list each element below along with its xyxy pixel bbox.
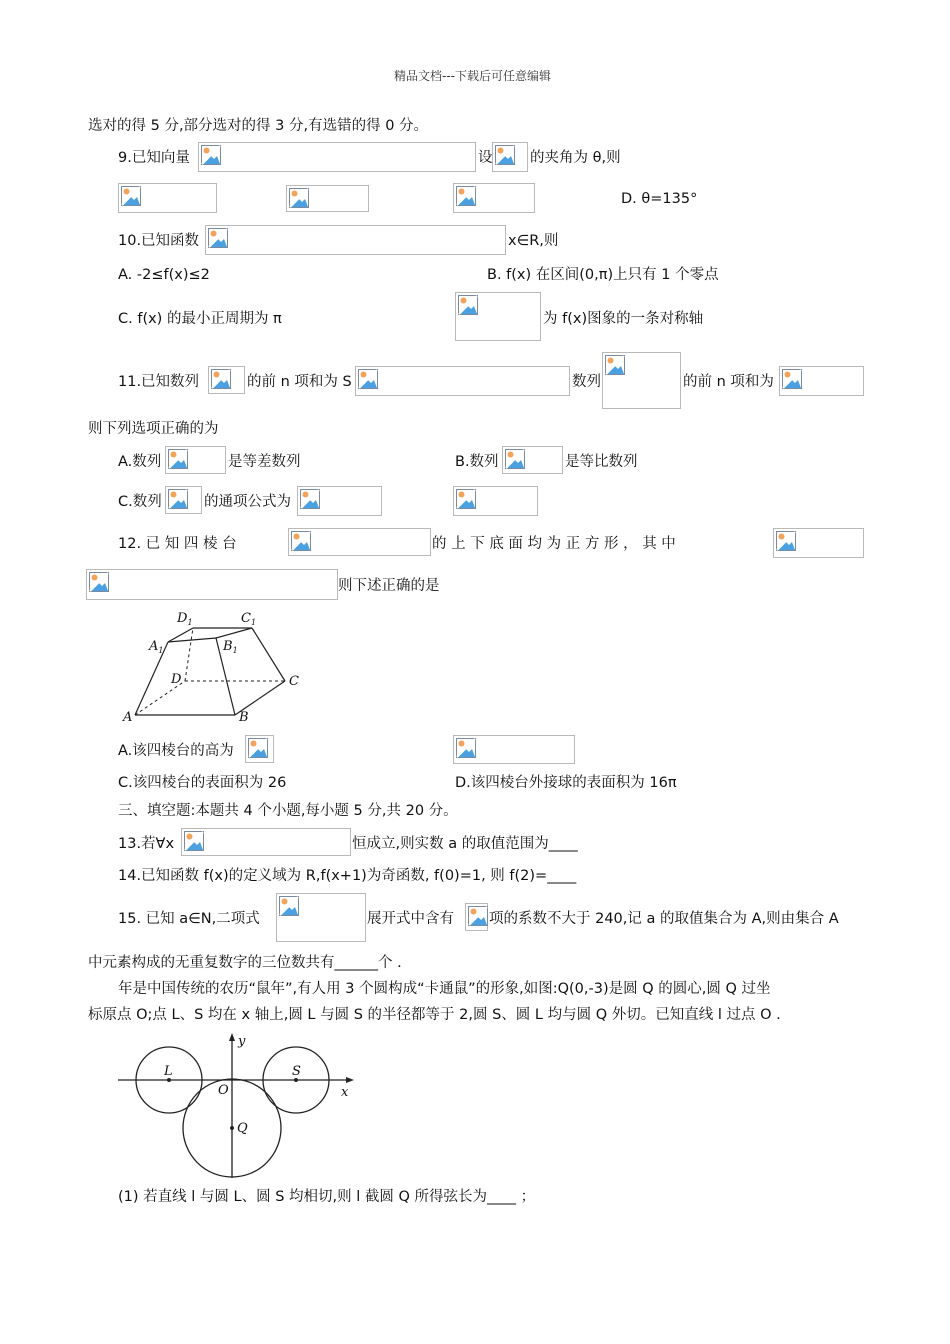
label-c1: $C_1$ — [241, 611, 257, 627]
edge-d-d1-hidden — [185, 628, 193, 681]
y-axis-arrow-icon — [229, 1033, 235, 1041]
q12-condition-image-2 — [86, 569, 338, 600]
frustum-figure — [115, 605, 320, 730]
q11-sum-t-image — [779, 366, 864, 396]
broken-image-icon — [458, 295, 478, 315]
broken-image-icon — [208, 228, 228, 248]
q11-sequence-image — [208, 366, 245, 394]
q12-stem-pre: 12. 已 知 四 棱 台 — [118, 536, 237, 552]
broken-image-icon — [468, 906, 488, 926]
q11-option-c-seq-image — [165, 486, 202, 514]
label-d: D — [171, 672, 182, 687]
q11-option-b-image — [502, 446, 563, 474]
point-q — [230, 1126, 234, 1130]
broken-image-icon — [456, 738, 476, 758]
q9-option-c-image — [453, 183, 535, 213]
broken-image-icon — [168, 449, 188, 469]
q12-option-a: A.该四棱台的高为 — [118, 743, 234, 759]
label-c: C — [289, 674, 299, 689]
broken-image-icon — [456, 186, 476, 206]
q16-line1: 年是中国传统的农历“鼠年”,有人用 3 个圆构成“卡通鼠”的形象,如图:Q(0,-3)是圆 Q 的圆心,圆 Q 过坐 — [118, 981, 771, 997]
q12-stem-mid: 的 上 下 底 面 均 为 正 方 形 ， 其 中 — [432, 536, 676, 552]
q11-option-c-mid: 的通项公式为 — [204, 494, 291, 510]
q10-stem-post: x∈R,则 — [508, 233, 559, 249]
q11-line2: 则下列选项正确的为 — [88, 421, 219, 437]
label-o: O — [218, 1083, 229, 1098]
q9-vectors-image — [492, 142, 528, 172]
label-d1: $D_1$ — [177, 611, 193, 627]
q13-stem-post: 恒成立,则实数 a 的取值范围为____ — [352, 836, 578, 852]
q12-option-d: D.该四棱台外接球的表面积为 16π — [455, 775, 677, 791]
q11-option-a-pre: A.数列 — [118, 454, 162, 470]
q9-stem-mid: 设 — [478, 150, 493, 166]
q12-stem-post: 则下述正确的是 — [338, 578, 440, 594]
q9-vector-formula-image — [198, 142, 476, 172]
q9-stem-post: 的夹角为 θ,则 — [530, 150, 621, 166]
x-axis-arrow-icon — [346, 1077, 354, 1083]
q11-option-c-pre: C.数列 — [118, 494, 162, 510]
q10-function-image — [205, 225, 506, 255]
q9-option-a-image — [118, 183, 217, 213]
broken-image-icon — [168, 489, 188, 509]
q11-sequence-b-image — [602, 352, 681, 409]
q12-option-c: C.该四棱台的表面积为 26 — [118, 775, 287, 791]
q9-stem-pre: 9.已知向量 — [118, 150, 190, 166]
broken-image-icon — [605, 355, 625, 375]
q10-option-d-text: 为 f(x)图象的一条对称轴 — [543, 311, 704, 327]
broken-image-icon — [248, 738, 268, 758]
q11-stem-pre: 11.已知数列 — [118, 374, 200, 390]
q10-option-a: A. -2≤f(x)≤2 — [118, 267, 210, 283]
broken-image-icon — [289, 188, 309, 208]
q11-option-d-image — [453, 486, 538, 516]
q11-stem-mid2: 数列 — [572, 374, 601, 390]
q10-option-c: C. f(x) 的最小正周期为 π — [118, 311, 282, 327]
q14-stem: 14.已知函数 f(x)的定义域为 R,f(x+1)为奇函数, f(0)=1, 则 f(2)=____ — [118, 868, 577, 884]
q15-line2: 中元素构成的无重复数字的三位数共有______个 . — [88, 955, 402, 971]
broken-image-icon — [776, 531, 796, 551]
broken-image-icon — [121, 186, 141, 206]
q15-stem-post: 项的系数不大于 240,记 a 的取值集合为 A,则由集合 A — [489, 911, 839, 927]
q13-stem-pre: 13.若∀x — [118, 836, 175, 852]
label-b1: $B_1$ — [223, 639, 238, 655]
broken-image-icon — [279, 896, 299, 916]
broken-image-icon — [358, 369, 378, 389]
q10-option-d-image — [455, 292, 541, 341]
q11-sum-formula-image — [355, 366, 570, 396]
broken-image-icon — [300, 489, 320, 509]
q9-option-d: D. θ=135° — [621, 191, 698, 207]
page-header: 精品文档---下载后可任意编辑 — [394, 69, 551, 83]
q16-subquestion-1: (1) 若直线 l 与圆 L、圆 S 均相切,则 l 截圆 Q 所得弦长为____ ； — [118, 1189, 536, 1205]
broken-image-icon — [291, 531, 311, 551]
q10-stem-pre: 10.已知函数 — [118, 233, 200, 249]
q11-option-a-post: 是等差数列 — [228, 454, 301, 470]
q11-option-b-pre: B.数列 — [455, 454, 499, 470]
section-3-heading: 三、填空题:本题共 4 个小题,每小题 5 分,共 20 分。 — [118, 803, 458, 819]
broken-image-icon — [505, 449, 525, 469]
q11-option-a-image — [165, 446, 226, 474]
broken-image-icon — [456, 489, 476, 509]
label-q: Q — [237, 1121, 248, 1136]
label-b: B — [239, 710, 249, 725]
q10-option-b: B. f(x) 在区间(0,π)上只有 1 个零点 — [487, 267, 719, 283]
q15-binomial-image — [276, 893, 366, 942]
q12-frustum-name-image — [288, 528, 431, 556]
q15-stem-mid: 展开式中含有 — [367, 911, 454, 927]
label-s: S — [292, 1064, 301, 1079]
label-a: A — [123, 710, 133, 725]
broken-image-icon — [184, 831, 204, 851]
q12-option-b-image — [453, 735, 575, 764]
q11-option-b-post: 是等比数列 — [565, 454, 638, 470]
q11-stem-post: 的前 n 项和为 — [683, 374, 774, 390]
q12-option-a-image — [245, 735, 274, 763]
q11-stem-mid1: 的前 n 项和为 S — [247, 374, 352, 390]
q13-inequality-image — [181, 828, 351, 856]
q15-term-image — [465, 903, 488, 931]
broken-image-icon — [211, 369, 231, 389]
q9-option-b-image — [286, 185, 369, 212]
broken-image-icon — [782, 369, 802, 389]
section-intro: 选对的得 5 分,部分选对的得 3 分,有选错的得 0 分。 — [88, 118, 429, 134]
q16-line2: 标原点 O;点 L、S 均在 x 轴上,圆 L 与圆 S 的半径都等于 2,圆 S、圆 L 均与圆 Q 外切。已知直线 l 过点 O . — [88, 1007, 781, 1023]
edge-b1-c1 — [216, 628, 252, 638]
edge-c-c1 — [252, 628, 285, 681]
broken-image-icon — [201, 145, 221, 165]
broken-image-icon — [89, 572, 109, 592]
q12-condition-image-1 — [773, 528, 864, 558]
cartoon-mouse-figure — [112, 1033, 360, 1179]
label-y: y — [238, 1034, 246, 1049]
label-a1: $A_1$ — [149, 639, 164, 655]
label-l: L — [164, 1064, 173, 1079]
q15-stem-pre: 15. 已知 a∈N,二项式 — [118, 911, 260, 927]
q11-option-c-formula-image — [297, 486, 382, 516]
broken-image-icon — [495, 145, 515, 165]
label-x: x — [341, 1085, 349, 1100]
